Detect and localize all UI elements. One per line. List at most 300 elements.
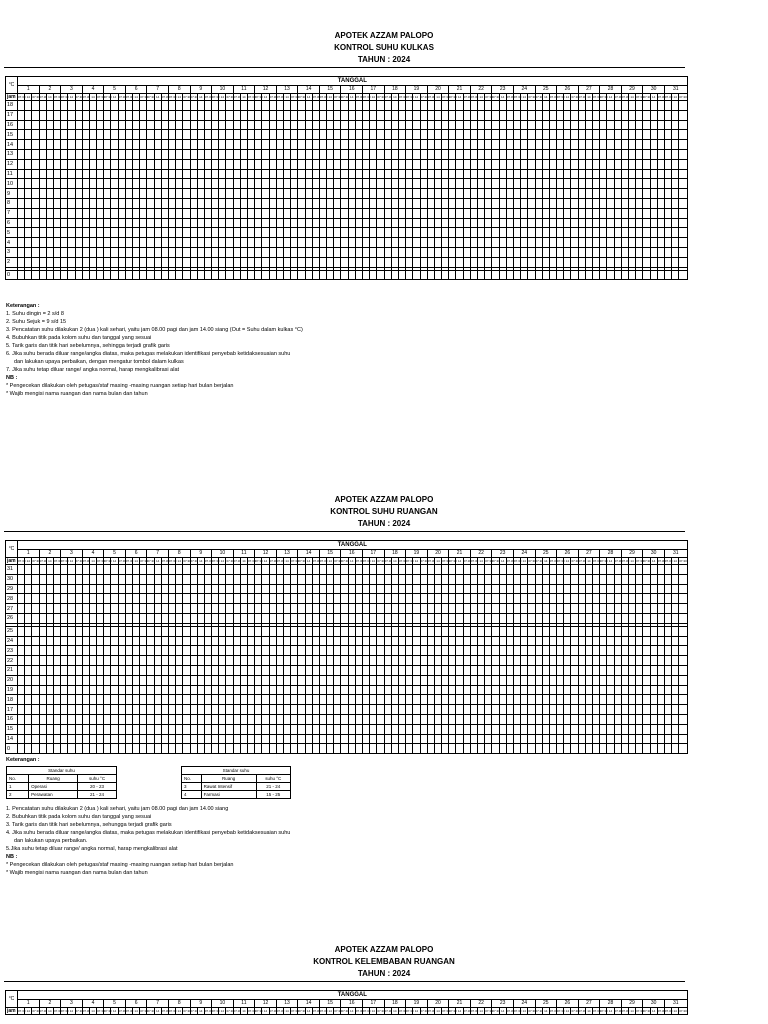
time-subheader: 07.30 (406, 94, 414, 99)
grid-cell (53, 179, 60, 189)
day-number: 16 (341, 86, 363, 94)
grid-cell (204, 594, 211, 604)
grid-cell (442, 714, 449, 724)
grid-cell (657, 247, 664, 257)
grid-cell (679, 198, 687, 208)
grid-cell (413, 228, 420, 238)
grid-cell (32, 604, 39, 614)
grid-cell (183, 149, 190, 159)
grid-cell (75, 257, 82, 267)
grid-cell (636, 734, 643, 744)
temperature-row (6, 594, 688, 604)
grid-cell (413, 646, 420, 656)
grid-cell (377, 724, 384, 734)
grid-cell (585, 744, 592, 754)
grid-cell (212, 120, 219, 130)
grid-cell (219, 574, 226, 584)
grid-cell (32, 714, 39, 724)
grid-cell (636, 744, 643, 754)
grid-cell (183, 675, 190, 685)
time-subheader: 07.30 (463, 94, 472, 99)
grid-cell (46, 101, 53, 111)
temperature-label: 20 (6, 675, 18, 685)
grid-cell (305, 179, 312, 189)
grid-cell (628, 636, 635, 646)
grid-cell (607, 675, 614, 685)
grid-cell (168, 656, 175, 666)
grid-cell (305, 140, 312, 150)
grid-cell (262, 594, 269, 604)
grid-cell (363, 574, 370, 584)
grid-cell (161, 565, 168, 575)
grid-cell (25, 270, 32, 280)
grid-cell (212, 208, 219, 218)
grid-cell (456, 110, 463, 120)
grid-cell (219, 565, 226, 575)
grid-cell (197, 228, 204, 238)
grid-cell (528, 238, 535, 248)
grid-cell (578, 574, 585, 584)
grid-cell (327, 247, 334, 257)
grid-cell (449, 724, 456, 734)
grid-cell (528, 705, 535, 715)
day-number: 2 (39, 550, 61, 558)
grid-cell (521, 101, 528, 111)
grid-cell (679, 218, 687, 228)
grid-cell (485, 149, 492, 159)
grid-cell (578, 140, 585, 150)
grid-cell (679, 734, 687, 744)
time-subheader: 14 (48, 94, 52, 99)
grid-cell (636, 218, 643, 228)
grid-cell (89, 584, 96, 594)
grid-cell (118, 565, 125, 575)
grid-cell (528, 695, 535, 705)
grid-cell (557, 714, 564, 724)
grid-cell (564, 189, 571, 199)
grid-cell (377, 120, 384, 130)
grid-cell (183, 120, 190, 130)
grid-cell (240, 208, 247, 218)
grid-cell (449, 594, 456, 604)
grid-cell (564, 636, 571, 646)
grid-cell (521, 120, 528, 130)
grid-cell (161, 724, 168, 734)
time-subheader: 14 (651, 94, 656, 99)
grid-cell (118, 101, 125, 111)
grid-cell (657, 565, 664, 575)
grid-cell (276, 179, 283, 189)
temperature-label: 29 (6, 584, 18, 594)
grid-cell (204, 646, 211, 656)
grid-cell (147, 130, 154, 140)
grid-cell (406, 665, 413, 675)
time-subheader: 07.30 (255, 94, 263, 99)
grid-cell (262, 705, 269, 715)
grid-cell (449, 257, 456, 267)
grid-cell (370, 189, 377, 199)
grid-cell (89, 734, 96, 744)
time-subheader: 07.30 (312, 558, 321, 563)
grid-cell (248, 189, 255, 199)
grid-cell (542, 120, 549, 130)
grid-cell (319, 636, 326, 646)
grid-cell (183, 665, 190, 675)
grid-cell (535, 626, 542, 636)
grid-cell (89, 159, 96, 169)
grid-cell (593, 208, 600, 218)
grid-cell (283, 169, 290, 179)
grid-cell (621, 208, 628, 218)
grid-cell (161, 179, 168, 189)
grid-cell (571, 159, 578, 169)
grid-cell (140, 636, 147, 646)
time-subheader: 14 (91, 94, 95, 99)
grid-cell (255, 169, 262, 179)
grid-cell (53, 149, 60, 159)
grid-cell (564, 724, 571, 734)
grid-cell (341, 604, 348, 614)
grid-cell (650, 110, 657, 120)
grid-cell (478, 675, 485, 685)
grid-cell (97, 110, 104, 120)
grid-cell (111, 613, 118, 623)
grid-cell (355, 574, 362, 584)
grid-cell (190, 257, 197, 267)
grid-cell (614, 695, 621, 705)
grid-cell (650, 198, 657, 208)
grid-cell (39, 594, 46, 604)
time-subheader: 07.30 (398, 1008, 407, 1013)
grid-cell (298, 734, 305, 744)
grid-cell (535, 695, 542, 705)
grid-cell (240, 228, 247, 238)
grid-cell (636, 247, 643, 257)
grid-cell (190, 744, 197, 754)
grid-cell (89, 744, 96, 754)
grid-cell (32, 270, 39, 280)
grid-cell (68, 169, 75, 179)
grid-cell (456, 665, 463, 675)
grid-cell (97, 270, 104, 280)
grid-cell (499, 594, 506, 604)
grid-cell (535, 270, 542, 280)
grid-cell (298, 705, 305, 715)
grid-cell (248, 665, 255, 675)
grid-cell (298, 636, 305, 646)
grid-cell (607, 110, 614, 120)
grid-cell (312, 198, 319, 208)
grid-cell (204, 613, 211, 623)
grid-cell (312, 120, 319, 130)
time-subheader: 14 (371, 558, 375, 563)
grid-cell (614, 228, 621, 238)
grid-cell (276, 110, 283, 120)
grid-cell (578, 724, 585, 734)
grid-cell (478, 574, 485, 584)
grid-cell (513, 228, 520, 238)
grid-cell (255, 189, 262, 199)
grid-cell (664, 257, 671, 267)
grid-cell (219, 734, 226, 744)
grid-cell (370, 247, 377, 257)
grid-cell (499, 238, 506, 248)
grid-cell (628, 257, 635, 267)
grid-cell (600, 208, 607, 218)
grid-cell (319, 626, 326, 636)
time-subheader: 07.30 (614, 1008, 623, 1013)
time-subheader: 14 (565, 558, 570, 563)
grid-cell (312, 179, 319, 189)
grid-cell (607, 744, 614, 754)
grid-cell (319, 270, 326, 280)
grid-cell (672, 724, 679, 734)
grid-cell (643, 613, 650, 623)
grid-cell (427, 257, 434, 267)
grid-cell (46, 189, 53, 199)
temperature-row (6, 149, 688, 159)
time-subheader: 14 (457, 558, 462, 563)
grid-cell (355, 604, 362, 614)
grid-cell (39, 218, 46, 228)
grid-cell (255, 198, 262, 208)
grid-cell (427, 189, 434, 199)
grid-cell (125, 101, 132, 111)
grid-cell (269, 101, 276, 111)
grid-cell (377, 744, 384, 754)
grid-cell (118, 724, 125, 734)
grid-cell (442, 179, 449, 189)
grid-cell (628, 159, 635, 169)
temperature-label: 28 (6, 594, 18, 604)
time-subheader: 14 (436, 94, 440, 99)
grid-cell (89, 675, 96, 685)
grid-cell (133, 110, 140, 120)
grid-cell (478, 247, 485, 257)
grid-cell (32, 130, 39, 140)
grid-cell (269, 247, 276, 257)
grid-cell (549, 665, 556, 675)
time-subheader: 07.30 (535, 558, 544, 563)
grid-cell (183, 724, 190, 734)
grid-cell (636, 685, 643, 695)
grid-cell (657, 646, 664, 656)
grid-cell (25, 744, 32, 754)
grid-cell (118, 130, 125, 140)
grid-cell (542, 198, 549, 208)
grid-cell (513, 218, 520, 228)
grid-cell (219, 130, 226, 140)
grid-cell (68, 646, 75, 656)
time-subheader: 07.30 (593, 1008, 601, 1013)
grid-cell (111, 101, 118, 111)
std-title: Standar suhu (182, 767, 291, 775)
grid-cell (219, 646, 226, 656)
grid-cell (319, 594, 326, 604)
grid-cell (470, 169, 477, 179)
grid-cell (557, 149, 564, 159)
grid-cell (283, 626, 290, 636)
grid-cell (25, 584, 32, 594)
day-number: 14 (298, 1000, 320, 1008)
time-subheader: 14 (134, 558, 138, 563)
grid-cell (68, 208, 75, 218)
grid-cell (463, 675, 470, 685)
grid-cell (571, 646, 578, 656)
grid-cell (61, 179, 68, 189)
note-line: * Wajib mengisi nama ruangan dan nama bulan dan tahun (6, 870, 148, 876)
grid-cell (549, 169, 556, 179)
grid-cell (39, 685, 46, 695)
grid-cell (197, 179, 204, 189)
grid-cell (312, 626, 319, 636)
grid-cell (643, 714, 650, 724)
grid-cell (61, 626, 68, 636)
grid-cell (255, 714, 262, 724)
grid-cell (154, 169, 161, 179)
grid-cell (82, 218, 89, 228)
note-line: 2. Suhu Sejuk = 9 s/d 15 (6, 319, 67, 325)
grid-cell (564, 169, 571, 179)
grid-cell (672, 656, 679, 666)
grid-cell (305, 646, 312, 656)
grid-cell (593, 613, 600, 623)
grid-cell (97, 584, 104, 594)
grid-cell (75, 734, 82, 744)
grid-cell (506, 247, 513, 257)
grid-cell (672, 110, 679, 120)
grid-cell (348, 208, 355, 218)
grid-cell (68, 257, 75, 267)
std-no: 2 (7, 791, 29, 799)
grid-cell (262, 198, 269, 208)
grid-cell (506, 656, 513, 666)
grid-cell (133, 257, 140, 267)
grid-cell (97, 695, 104, 705)
grid-cell (53, 101, 60, 111)
grid-cell (413, 120, 420, 130)
grid-cell (650, 734, 657, 744)
grid-cell (255, 724, 262, 734)
grid-cell (82, 120, 89, 130)
grid-cell (420, 169, 427, 179)
time-subheader: 07.30 (147, 94, 155, 99)
grid-cell (176, 208, 183, 218)
temperature-label: 18 (6, 695, 18, 705)
grid-cell (513, 734, 520, 744)
grid-cell (391, 613, 398, 623)
grid-cell (398, 257, 405, 267)
grid-cell (585, 169, 592, 179)
grid-cell (521, 270, 528, 280)
time-subheader: 14 (587, 94, 591, 99)
day-number: 25 (535, 86, 557, 94)
grid-cell (427, 705, 434, 715)
grid-cell (104, 218, 111, 228)
company-title: APOTEK AZZAM PALOPO (334, 945, 434, 954)
grid-cell (190, 636, 197, 646)
grid-cell (650, 169, 657, 179)
grid-cell (406, 149, 413, 159)
grid-cell (485, 584, 492, 594)
grid-cell (327, 228, 334, 238)
day-number: 3 (61, 1000, 83, 1008)
grid-cell (248, 734, 255, 744)
grid-cell (197, 149, 204, 159)
time-subheader: 14 (522, 94, 526, 99)
grid-cell (578, 656, 585, 666)
day-number: 18 (384, 550, 406, 558)
time-subheader: 07.30 (571, 558, 579, 563)
day-number: 7 (147, 86, 169, 94)
grid-cell (600, 636, 607, 646)
grid-cell (176, 169, 183, 179)
grid-cell (341, 565, 348, 575)
grid-cell (348, 705, 355, 715)
grid-cell (75, 656, 82, 666)
std-header: No. (182, 775, 202, 783)
grid-cell (240, 110, 247, 120)
day-number: 4 (82, 1000, 104, 1008)
grid-cell (111, 189, 118, 199)
grid-cell (485, 675, 492, 685)
grid-cell (32, 685, 39, 695)
grid-cell (370, 724, 377, 734)
grid-cell (89, 179, 96, 189)
grid-cell (327, 574, 334, 584)
grid-cell (89, 626, 96, 636)
grid-cell (456, 714, 463, 724)
grid-cell (499, 613, 506, 623)
grid-cell (528, 159, 535, 169)
grid-cell (25, 675, 32, 685)
grid-cell (97, 724, 104, 734)
grid-cell (593, 101, 600, 111)
grid-cell (327, 613, 334, 623)
grid-cell (219, 120, 226, 130)
grid-cell (334, 130, 341, 140)
grid-cell (18, 656, 25, 666)
time-subheader: 07.30 (39, 94, 48, 99)
time-subheader: 07.30 (636, 1008, 644, 1013)
day-number: 16 (341, 550, 363, 558)
grid-cell (664, 665, 671, 675)
grid-cell (664, 626, 671, 636)
grid-cell (212, 257, 219, 267)
grid-cell (212, 604, 219, 614)
grid-cell (240, 101, 247, 111)
grid-cell (506, 565, 513, 575)
grid-cell (18, 238, 25, 248)
grid-cell (607, 656, 614, 666)
grid-cell (528, 714, 535, 724)
grid-cell (219, 140, 226, 150)
note-line: 5.Jika suhu tetap diluar range/ angka normal, harap mengkalibrasi alat (6, 846, 178, 852)
grid-cell (305, 198, 312, 208)
grid-cell (607, 270, 614, 280)
grid-cell (111, 198, 118, 208)
temperature-row (6, 724, 688, 734)
grid-cell (111, 218, 118, 228)
time-subheader: 07.30 (571, 1008, 579, 1013)
grid-cell (571, 734, 578, 744)
grid-cell (204, 238, 211, 248)
grid-cell (549, 565, 556, 575)
grid-cell (219, 685, 226, 695)
grid-cell (39, 247, 46, 257)
grid-cell (672, 159, 679, 169)
grid-cell (319, 734, 326, 744)
